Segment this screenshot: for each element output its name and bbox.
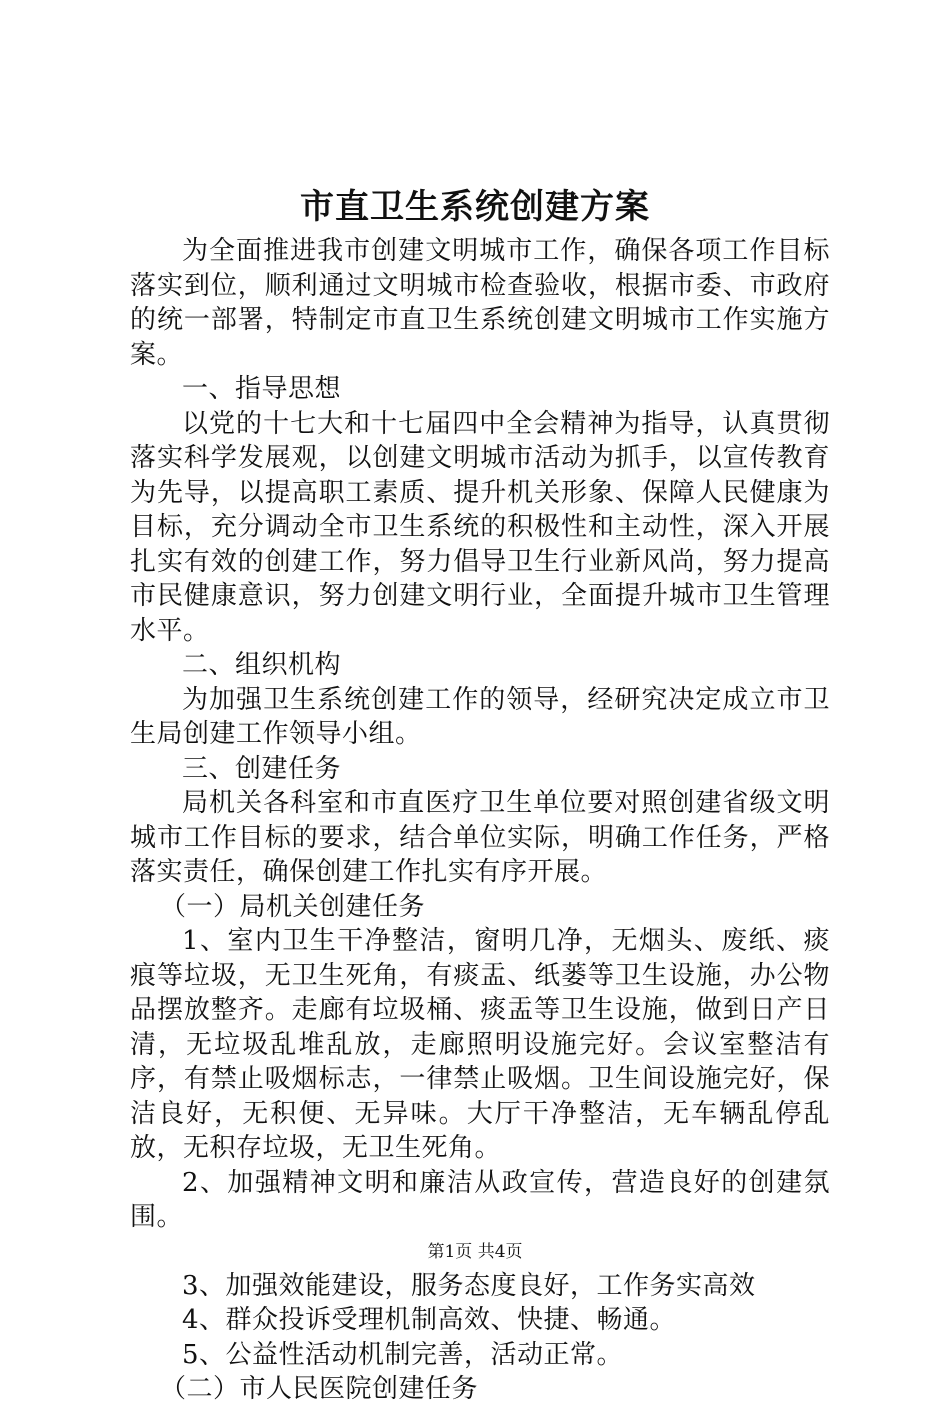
paragraph-guiding-ideology: 以党的十七大和十七届四中全会精神为指导，认真贯彻落实科学发展观，以创建文明城市活动为抓手，以宣传教育为先导，以提高职工素质、提升机关形象、保障人民健康为目标，充分调动全市卫生系统的积极性和主动性，深入开展扎实有效的创建工作，努力倡导卫生行业新风尚，努力提高市民健康意识，努力创建文明行业，全面提升城市卫生管理水平。 (130, 408, 830, 646)
document-body (130, 234, 830, 1407)
list-item: 1、室内卫生干净整洁，窗明几净，无烟头、废纸、痰痕等垃圾，无卫生死角，有痰盂、纸蒌等卫生设施，办公物品摆放整齐。走廊有垃圾桶、痰盂等卫生设施，做到日产日清，无垃圾乱堆乱放，走廊照明设施完好。会议室整洁有序，有禁止吸烟标志，一律禁止吸烟。卫生间设施完好，保洁良好，无积便、无异味。大厅干净整洁，无车辆乱停乱放，无积存垃圾，无卫生死角。 (130, 926, 830, 1163)
paragraph-tasks: 局机关各科室和市直医疗卫生单位要对照创建省级文明城市工作目标的要求，结合单位实际，明确工作任务，严格落实责任，确保创建工作扎实有序开展。 (130, 788, 830, 887)
heading-guiding-ideology: 一、指导思想 (182, 374, 342, 404)
paragraph-intro: 为全面推进我市创建文明城市工作，确保各项工作目标落实到位，顺利通过文明城市检查验收，根据市委、市政府的统一部署，特制定市直卫生系统创建文明城市工作实施方案。 (130, 236, 830, 370)
document-title: 市直卫生系统创建方案 (300, 187, 650, 227)
page-number: 第1页 共4页 (427, 1242, 523, 1262)
list-item: 3、加强效能建设，服务态度良好，工作务实高效 (182, 1270, 756, 1301)
list-item: 5、公益性活动机制完善，活动正常。 (182, 1339, 624, 1370)
subheading-hospital-tasks: （二）市人民医院创建任务 (160, 1374, 479, 1404)
list-item: 2、加强精神文明和廉洁从政宣传，营造良好的创建氛围。 (130, 1167, 830, 1232)
heading-organization: 二、组织机构 (182, 650, 342, 680)
paragraph-organization: 为加强卫生系统创建工作的领导，经研究决定成立市卫生局创建工作领导小组。 (130, 684, 830, 749)
subheading-bureau-tasks: （一）局机关创建任务 (160, 891, 426, 922)
list-item: 4、群众投诉受理机制高效、快捷、畅通。 (182, 1305, 677, 1335)
heading-tasks: 三、创建任务 (182, 753, 342, 784)
